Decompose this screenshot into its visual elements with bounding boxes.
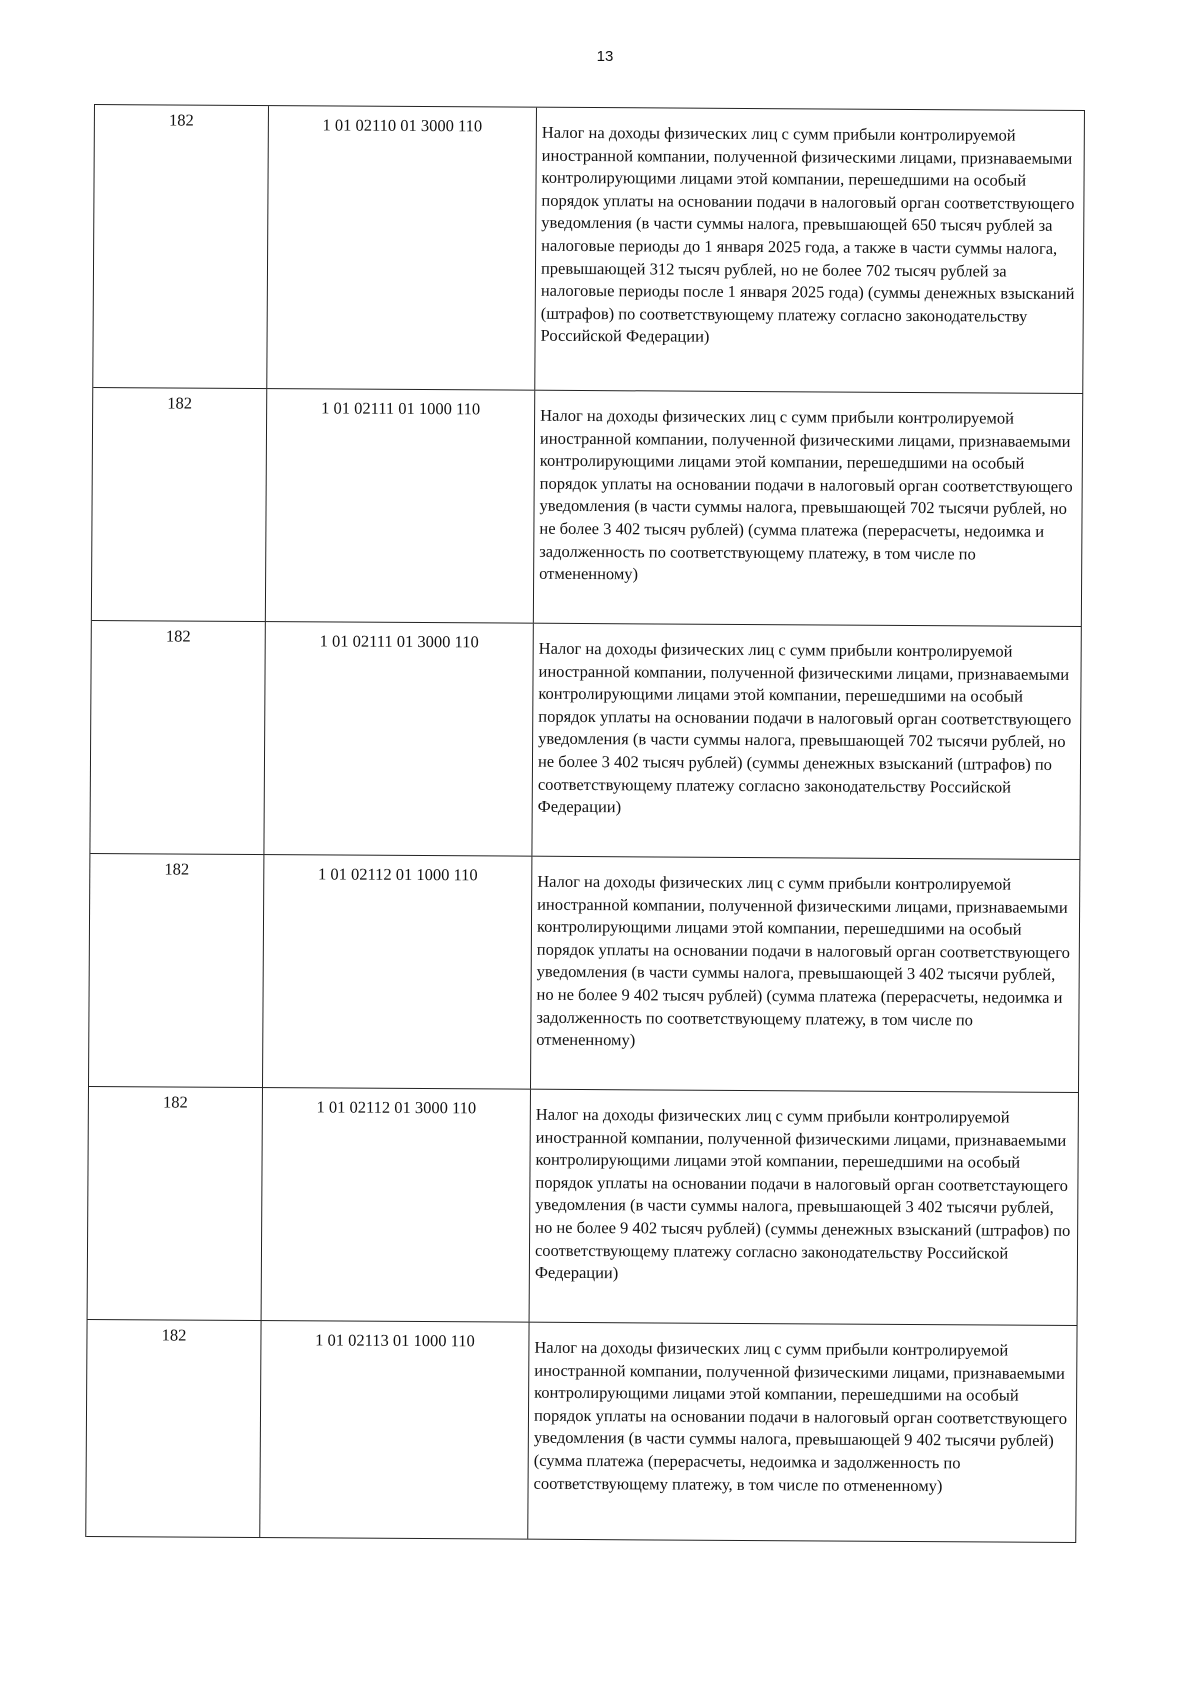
description-cell: Налог на доходы физических лиц с сумм прибыли контролируемой иностранной компании, полученной физическими лицами, признаваемыми контролирующими лицами этой компании, перешедшими на особый порядок уплаты на основании подачи в налоговый орган соответстаующего уведомления (в части суммы налога, превышающей 3 402 тысячи рублей, но не более 9 402 тысяч рублей) (суммы денежных взысканий (штрафов) по соответствующему платежу согласно законодательству Российской Федерации) — [530, 1090, 1079, 1325]
admin-code-cell: 182 — [88, 1087, 263, 1320]
description-cell: Налог на доходы физических лиц с сумм прибыли контролируемой иностранной компании, полученной физическими лицами, признаваемыми контролирующими лицами этой компании, перешедшими на особый порядок уплаты на основании подачи в налоговый орган соответствующего уведомления (в части суммы налога, превышающей 702 тысячи рублей, но не более 3 402 тысяч рублей) (суммы денежных взысканий (штрафов) по соответствующему платежу согласно законодательству Российской Федерации) — [532, 624, 1081, 859]
kbk-code-cell: 1 01 02111 01 3000 110 — [264, 622, 533, 856]
kbk-code-cell: 1 01 02112 01 1000 110 — [263, 855, 532, 1089]
admin-code-cell: 182 — [93, 105, 269, 388]
table-row — [92, 388, 1083, 627]
table-row — [93, 105, 1085, 394]
kbk-code-cell: 1 01 02113 01 1000 110 — [260, 1321, 529, 1539]
kbk-code-cell: 1 01 02111 01 1000 110 — [266, 389, 535, 623]
kbk-code-cell: 1 01 02112 01 3000 110 — [262, 1088, 531, 1322]
kbk-table — [85, 104, 1085, 1543]
description-cell: Налог на доходы физических лиц с сумм прибыли контролируемой иностранной компании, полученной физическими лицами, признаваемыми контролирующими лицами этой компании, перешедшими на особый порядок уплаты на основании подачи в налоговый орган соответствующего уведомления (в части суммы налога, превышающей 650 тысяч рублей за налоговые периоды до 1 января 2025 года, а также в части суммы налога, превышающей 312 тысяч рублей, но не более 702 тысяч рублей за налоговые периоды после 1 января 2025 года) (суммы денежных взысканий (штрафов) по соответствующему платежу согласно законодательству Российской Федерации) — [535, 108, 1085, 393]
table-row — [88, 1087, 1079, 1326]
admin-code-cell: 182 — [89, 854, 264, 1087]
table-row — [90, 621, 1081, 860]
admin-code-cell: 182 — [92, 388, 267, 621]
description-cell: Налог на доходы физических лиц с сумм прибыли контролируемой иностранной компании, полученной физическими лицами, признаваемыми контролирующими лицами этой компании, перешедшими на особый порядок уплаты на основании подачи в налоговый орган соответствующего уведомления (в части суммы налога, превышающей 3 402 тысячи рублей, но не более 9 402 тысяч рублей) (сумма платежа (перерасчеты, недоимка и задолженность по соответствующему платежу, в том числе по отмененному) — [531, 857, 1080, 1092]
admin-code-cell: 182 — [90, 621, 265, 854]
page-number: 13 — [596, 48, 614, 65]
kbk-code-cell: 1 01 02110 01 3000 110 — [267, 106, 537, 390]
description-cell: Налог на доходы физических лиц с сумм прибыли контролируемой иностранной компании, полученной физическими лицами, признаваемыми контролирующими лицами этой компании, перешедшими на особый порядок уплаты на основании подачи в налоговый орган соответствующего уведомления (в части суммы налога, превышающей 9 402 тысячи рублей) (сумма платежа (перерасчеты, недоимка и задолженность по соответствующему платежу, в том числе по отмененному) — [528, 1323, 1077, 1542]
table-row — [89, 854, 1080, 1093]
description-cell: Налог на доходы физических лиц с сумм прибыли контролируемой иностранной компании, полученной физическими лицами, признаваемыми контролирующими лицами этой компании, перешедшими на особый порядок уплаты на основании подачи в налоговый орган соответствующего уведомления (в части суммы налога, превышающей 702 тысячи рублей, но не более 3 402 тысяч рублей) (сумма платежа (перерасчеты, недоимка и задолженность по соответствующему платежу, в том числе по отмененному) — [534, 391, 1083, 626]
table-row — [86, 1320, 1077, 1543]
admin-code-cell: 182 — [86, 1320, 261, 1537]
